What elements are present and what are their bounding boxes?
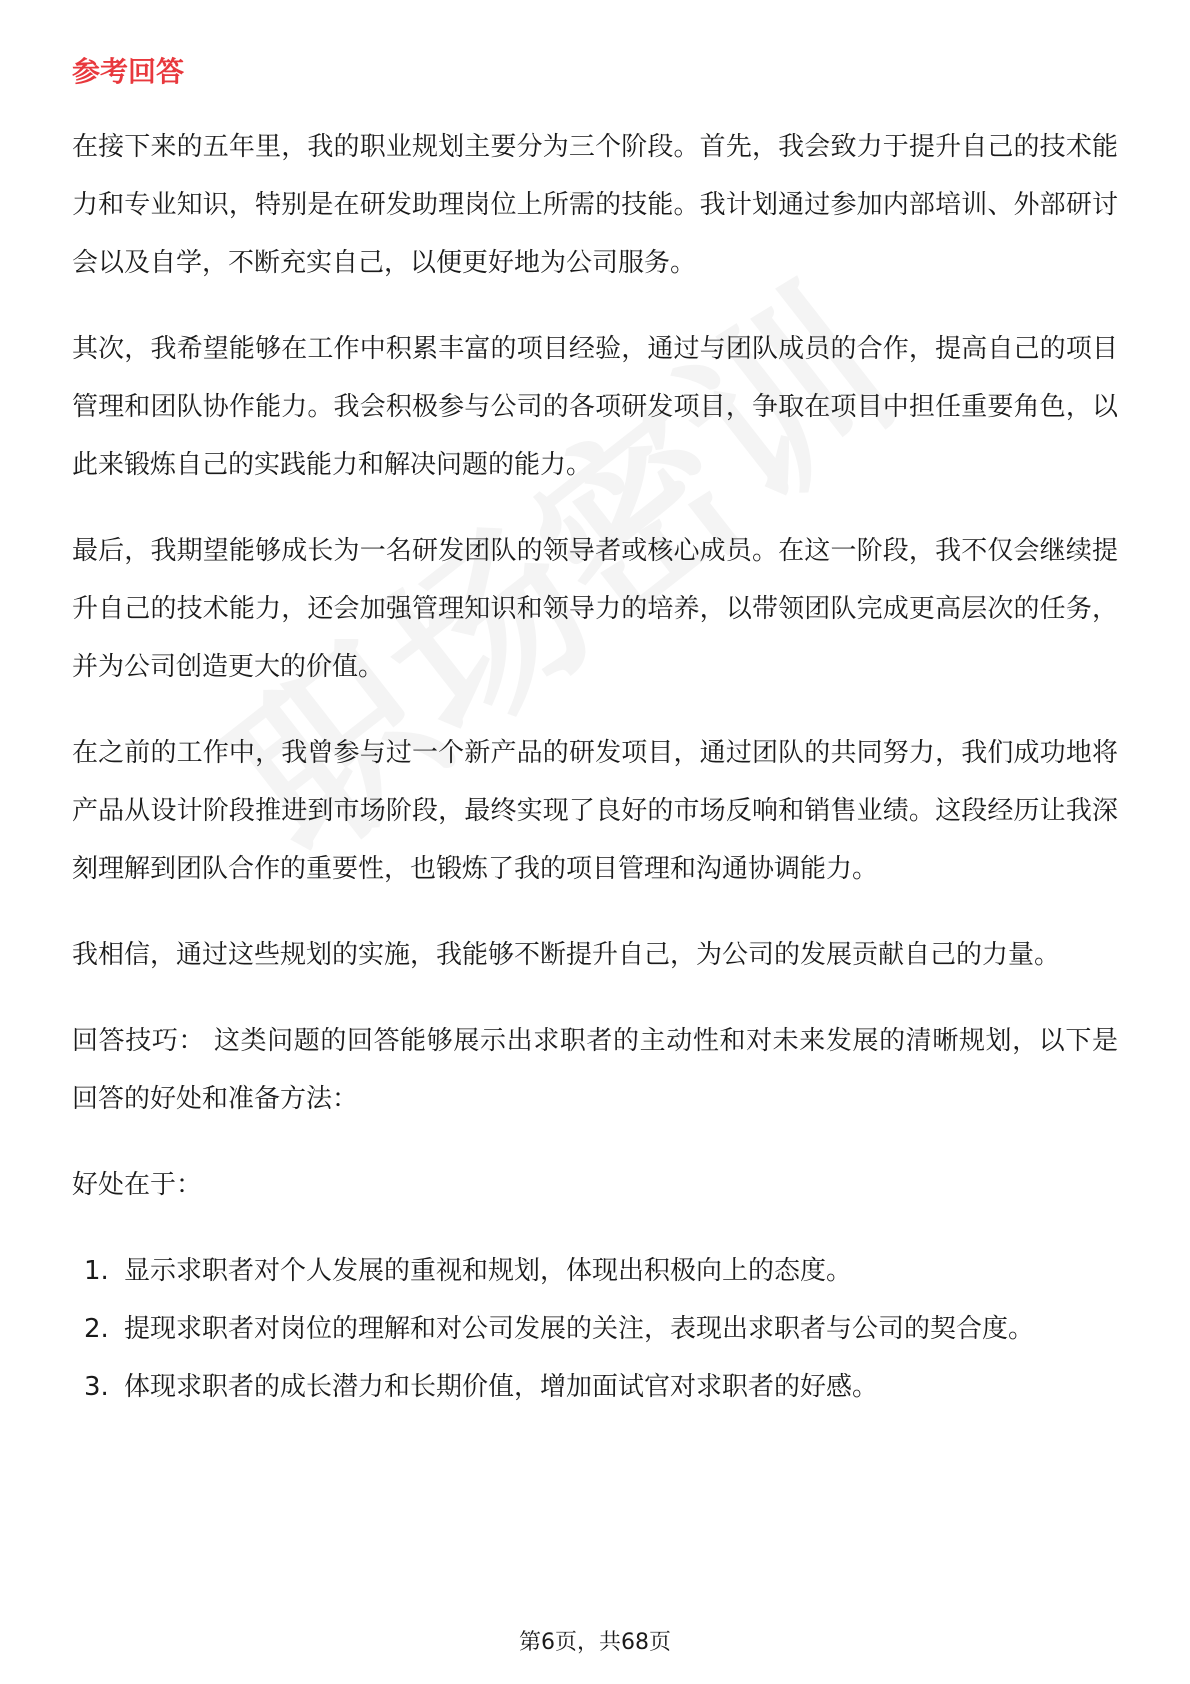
section-title: 参考回答 [72,55,185,88]
page-footer: 第6页，共68页 [519,1630,671,1655]
list-text: 显示求职者对个人发展的重视和规划，体现出积极向上的态度。 [124,1256,853,1286]
document-page [72,48,1118,1416]
benefits-heading: 好处在于： [72,1170,203,1200]
paragraph-1: 在接下来的五年里，我的职业规划主要分为三个阶段。首先，我会致力于提升自己的技术能力和专业知识，特别是在研发助理岗位上所需的技能。我计划通过参加内部培训、外部研讨会以及自学，不断充实自己，以便更好地为公司服务。 [72,132,1118,278]
paragraph-4: 在之前的工作中，我曾参与过一个新产品的研发项目，通过团队的共同努力，我们成功地将产品从设计阶段推进到市场阶段，最终实现了良好的市场反响和销售业绩。这段经历让我深刻理解到团队合作的重要性，也锻炼了我的项目管理和沟通协调能力。 [72,738,1118,884]
list-item [72,1242,1118,1300]
answer-tips: 回答技巧： 这类问题的回答能够展示出求职者的主动性和对未来发展的清晰规划，以下是回答的好处和准备方法： [72,1026,1118,1114]
list-item [72,1300,1118,1358]
list-text: 体现求职者的成长潜力和长期价值，增加面试官对求职者的好感。 [124,1372,879,1402]
paragraph-2: 其次，我希望能够在工作中积累丰富的项目经验，通过与团队成员的合作，提高自己的项目管理和团队协作能力。我会积极参与公司的各项研发项目，争取在项目中担任重要角色，以此来锻炼自己的实践能力和解决问题的能力。 [72,334,1118,480]
list-number: 1. [84,1256,109,1286]
list-text: 提现求职者对岗位的理解和对公司发展的关注，表现出求职者与公司的契合度。 [124,1314,1035,1344]
benefits-list [72,1242,1118,1416]
list-number: 2. [84,1314,109,1344]
paragraph-5: 我相信，通过这些规划的实施，我能够不断提升自己，为公司的发展贡献自己的力量。 [72,940,1061,970]
list-number: 3. [84,1372,109,1402]
paragraph-3: 最后，我期望能够成长为一名研发团队的领导者或核心成员。在这一阶段，我不仅会继续提升自己的技术能力，还会加强管理知识和领导力的培养，以带领团队完成更高层次的任务，并为公司创造更大的价值。 [72,536,1118,682]
list-item [72,1358,1118,1416]
